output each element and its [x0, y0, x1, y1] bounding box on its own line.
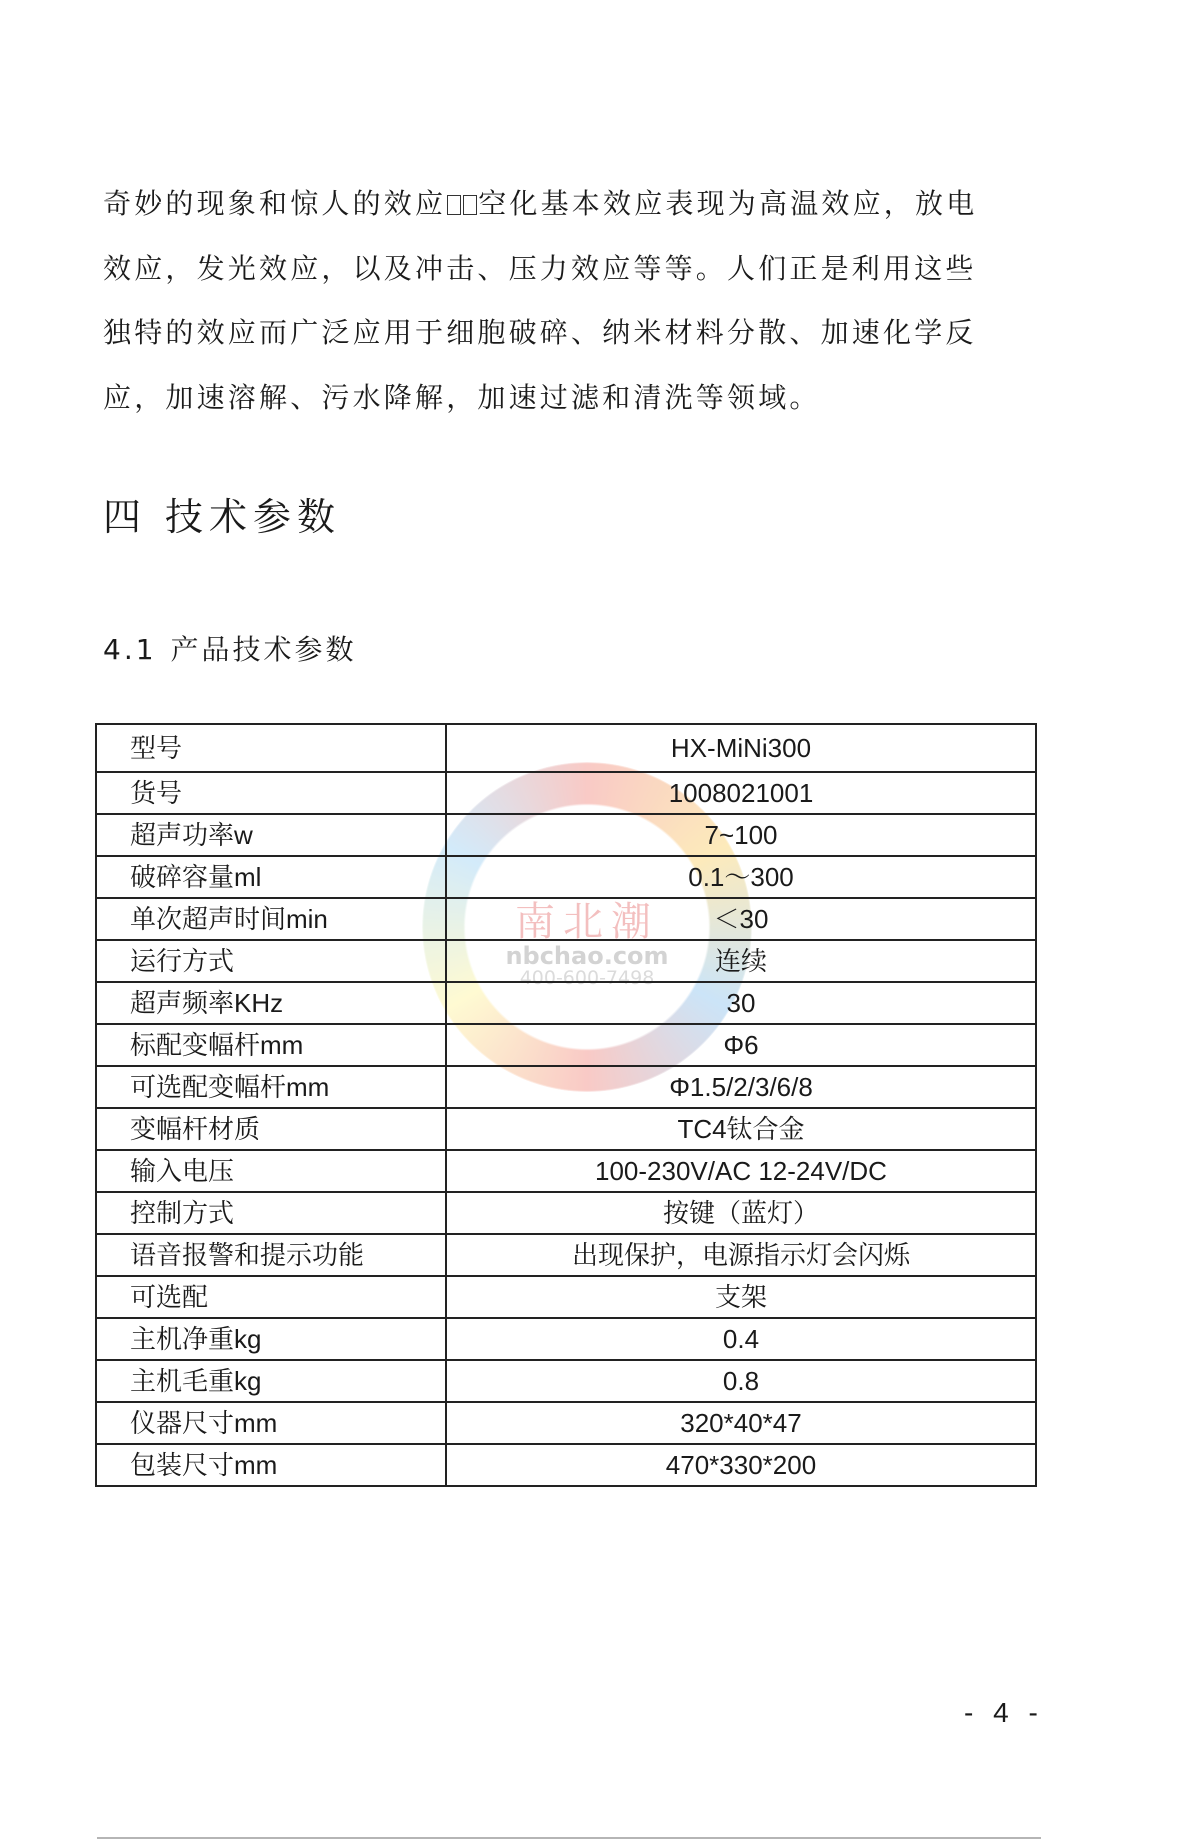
param-value: TC4钛合金 — [446, 1108, 1036, 1150]
section-heading — [103, 486, 341, 541]
table-row — [96, 1318, 1036, 1360]
param-value: Φ6 — [446, 1024, 1036, 1066]
table-row — [96, 898, 1036, 940]
table-row — [96, 1444, 1036, 1486]
table-row — [96, 1150, 1036, 1192]
param-value: 0.4 — [446, 1318, 1036, 1360]
table-row — [96, 1234, 1036, 1276]
footer-divider — [97, 1837, 1041, 1839]
param-label: 主机净重kg — [96, 1318, 446, 1360]
param-label: 输入电压 — [96, 1150, 446, 1192]
paragraph-line-2: 效应，发光效应，以及冲击、压力效应等等。人们正是利用这些 — [103, 251, 977, 285]
param-value: 0.8 — [446, 1360, 1036, 1402]
param-value: 30 — [446, 982, 1036, 1024]
watermark-phone: 400-600-7498 — [519, 967, 655, 989]
param-label: 控制方式 — [96, 1192, 446, 1234]
param-label: 主机毛重kg — [96, 1360, 446, 1402]
table-row — [96, 724, 1036, 772]
param-label: 语音报警和提示功能 — [96, 1234, 446, 1276]
table-row — [96, 1108, 1036, 1150]
param-label: 货号 — [96, 772, 446, 814]
watermark-brand: 南北潮 — [515, 899, 659, 945]
param-label: 仪器尺寸mm — [96, 1402, 446, 1444]
subsection-heading — [103, 628, 357, 668]
spec-table — [95, 723, 1037, 1487]
table-row — [96, 814, 1036, 856]
param-label: 破碎容量ml — [96, 856, 446, 898]
paragraph-line-3: 独特的效应而广泛应用于细胞破碎、纳米材料分散、加速化学反 — [103, 316, 977, 349]
paragraph-line-1: 奇妙的现象和惊人的效应 空化基本效应表现为高温效应，放电 — [103, 187, 978, 220]
table-row — [96, 1402, 1036, 1444]
param-value: 7~100 — [446, 814, 1036, 856]
param-label: 超声频率KHz — [96, 982, 446, 1024]
param-label: 可选配 — [96, 1276, 446, 1318]
param-value: 连续 — [446, 940, 1036, 982]
paragraph-line-4: 应，加速溶解、污水降解，加速过滤和清洗等领域。 — [103, 380, 821, 414]
table-row — [96, 856, 1036, 898]
page-number: - 4 - — [964, 1697, 1044, 1728]
table-row — [96, 1276, 1036, 1318]
section-title: 技术参数 — [165, 495, 342, 539]
param-value: 支架 — [446, 1276, 1036, 1318]
param-value: 470*330*200 — [446, 1444, 1036, 1486]
param-value: Φ1.5/2/3/6/8 — [446, 1066, 1036, 1108]
table-row — [96, 1192, 1036, 1234]
param-label: 变幅杆材质 — [96, 1108, 446, 1150]
missing-glyph-icon — [447, 195, 461, 215]
table-row — [96, 1066, 1036, 1108]
param-value: 1008021001 — [446, 772, 1036, 814]
subsection-number: 4.1 — [103, 633, 157, 666]
table-row — [96, 1024, 1036, 1066]
body-paragraph — [103, 172, 1043, 430]
param-value: ＜30 — [446, 898, 1036, 940]
param-label: 运行方式 — [96, 940, 446, 982]
param-label: 标配变幅杆mm — [96, 1024, 446, 1066]
section-number: 四 — [103, 495, 148, 539]
param-value: 320*40*47 — [446, 1402, 1036, 1444]
param-value: 按键（蓝灯） — [446, 1192, 1036, 1234]
spec-table-container — [95, 723, 1037, 1487]
table-row — [96, 1360, 1036, 1402]
param-value: HX-MiNi300 — [446, 724, 1036, 772]
missing-glyph-icon — [463, 195, 477, 215]
param-value: 出现保护，电源指示灯会闪烁 — [446, 1234, 1036, 1276]
watermark-site: nbchao.com — [505, 942, 669, 970]
table-row — [96, 982, 1036, 1024]
table-row — [96, 940, 1036, 982]
param-label: 包装尺寸mm — [96, 1444, 446, 1486]
param-value: 0.1～300 — [446, 856, 1036, 898]
table-row — [96, 772, 1036, 814]
param-value: 100-230V/AC 12-24V/DC — [446, 1150, 1036, 1192]
param-label: 型号 — [96, 724, 446, 772]
param-label: 超声功率w — [96, 814, 446, 856]
param-label: 单次超声时间min — [96, 898, 446, 940]
subsection-title: 产品技术参数 — [170, 633, 357, 666]
param-label: 可选配变幅杆mm — [96, 1066, 446, 1108]
